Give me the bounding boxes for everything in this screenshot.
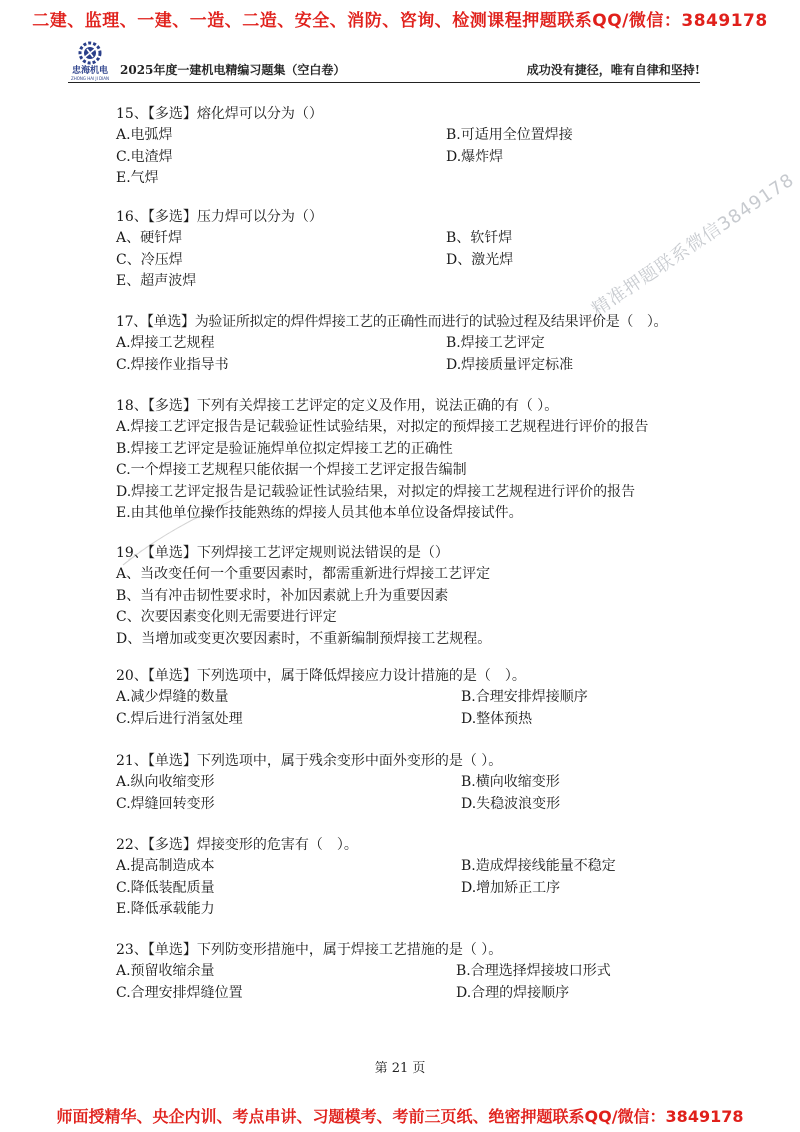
option-b: B.可适用全位置焊接 xyxy=(446,127,573,143)
option-list xyxy=(116,856,696,921)
option-c: C.降低装配质量 xyxy=(116,879,215,896)
option-list xyxy=(116,417,696,525)
question-23 xyxy=(116,940,696,1004)
option-a: A.纵向收缩变形 xyxy=(116,774,215,790)
option-b: B.焊接工艺评定 xyxy=(446,335,545,351)
company-logo xyxy=(68,40,112,82)
option-c: C.焊接作业指导书 xyxy=(116,356,229,373)
page-header xyxy=(68,40,700,83)
option-list xyxy=(116,961,696,1004)
gear-logo-icon xyxy=(73,40,107,66)
question-17 xyxy=(116,312,696,376)
option-a: A.电弧焊 xyxy=(116,127,173,143)
option-list xyxy=(116,687,696,730)
question-title: 22、【多选】焊接变形的危害有（ ）。 xyxy=(116,837,358,853)
option-a: A.焊接工艺评定报告是记载验证性试验结果，对拟定的预焊接工艺规程进行评价的报告 xyxy=(116,419,649,435)
logo-subtext: ZHONG HAI JI DIAN xyxy=(70,76,110,81)
option-a: A.提高制造成本 xyxy=(116,858,215,874)
option-a: A.预留收缩余量 xyxy=(116,963,215,979)
option-d: D.整体预热 xyxy=(461,710,533,727)
question-title: 18、【多选】下列有关焊接工艺评定的定义及作用，说法正确的有（ ）。 xyxy=(116,398,559,414)
question-title: 17、【单选】为验证所拟定的焊件焊接工艺的正确性而进行的试验过程及结果评价是（ ）。 xyxy=(116,314,668,330)
question-title: 21、【单选】下列选项中，属于残余变形中面外变形的是（ ）。 xyxy=(116,753,503,769)
option-a: A.焊接工艺规程 xyxy=(116,335,215,351)
option-list xyxy=(116,125,696,190)
question-title: 15、【多选】熔化焊可以分为（） xyxy=(116,106,323,122)
option-b: B、当有冲击韧性要求时，补加因素就上升为重要因素 xyxy=(116,587,449,604)
option-b: B.横向收缩变形 xyxy=(461,774,560,790)
option-a: A.减少焊缝的数量 xyxy=(116,689,229,705)
option-b: B.造成焊接线能量不稳定 xyxy=(461,858,616,874)
option-list xyxy=(116,228,696,293)
header-motto: 成功没有捷径，唯有自律和坚持! xyxy=(526,63,700,77)
option-c: C.焊后进行消氢处理 xyxy=(116,710,243,727)
option-b: B.合理安排焊接顺序 xyxy=(461,689,588,705)
option-a: A、硬钎焊 xyxy=(116,230,183,246)
option-d: D.焊接质量评定标准 xyxy=(446,356,574,373)
option-c: C、次要因素变化则无需要进行评定 xyxy=(116,609,337,625)
question-15 xyxy=(116,104,696,190)
question-title: 19、【单选】下列焊接工艺评定规则说法错误的是（） xyxy=(116,545,449,561)
option-c: C.焊缝回转变形 xyxy=(116,795,215,812)
option-e: E、超声波焊 xyxy=(116,273,197,289)
option-b: B.合理选择焊接坡口形式 xyxy=(456,963,611,979)
option-d: D.焊接工艺评定报告是记载验证性试验结果，对拟定的焊接工艺规程进行评价的报告 xyxy=(116,483,636,500)
logo-text: 忠海机电 xyxy=(71,66,108,76)
option-a: A、当改变任何一个重要因素时，都需重新进行焊接工艺评定 xyxy=(116,566,491,582)
page-number: 第 21 页 xyxy=(374,1061,426,1076)
option-c: C.一个焊接工艺规程只能依据一个焊接工艺评定报告编制 xyxy=(116,462,467,478)
option-d: D、当增加或变更次要因素时，不重新编制预焊接工艺规程。 xyxy=(116,630,492,647)
option-list xyxy=(116,772,696,815)
document-title: 2025年度一建机电精编习题集（空白卷） xyxy=(120,63,346,77)
option-c: C.电渣焊 xyxy=(116,148,173,165)
option-d: D.增加矫正工序 xyxy=(461,879,561,896)
top-promo-banner: 二建、监理、一建、一造、二造、安全、消防、咨询、检测课程押题联系QQ/微信：3849178 xyxy=(32,11,768,31)
question-title: 20、【单选】下列选项中，属于降低焊接应力设计措施的是（ ）。 xyxy=(116,668,526,684)
option-d: D.合理的焊接顺序 xyxy=(456,984,570,1001)
option-e: E.由其他单位操作技能熟练的焊接人员其他本单位设备焊接试件。 xyxy=(116,505,523,521)
option-e: E.气焊 xyxy=(116,170,159,186)
option-list xyxy=(116,564,696,650)
bottom-promo-banner: 师面授精华、央企内训、考点串讲、习题模考、考前三页纸、绝密押题联系QQ/微信：3849178 xyxy=(56,1107,744,1126)
option-c: C.合理安排焊缝位置 xyxy=(116,984,243,1001)
option-list xyxy=(116,333,696,376)
question-20 xyxy=(116,666,696,730)
question-title: 16、【多选】压力焊可以分为（） xyxy=(116,209,323,225)
question-21 xyxy=(116,751,696,815)
option-d: D、激光焊 xyxy=(446,251,514,268)
question-title: 23、【单选】下列防变形措施中，属于焊接工艺措施的是（ ）。 xyxy=(116,942,503,958)
option-c: C、冷压焊 xyxy=(116,251,183,268)
option-b: B.焊接工艺评定是验证施焊单位拟定焊接工艺的正确性 xyxy=(116,440,453,457)
diagonal-watermark: 精准押题联系微信3849178 xyxy=(588,169,799,321)
option-b: B、软钎焊 xyxy=(446,230,513,246)
option-e: E.降低承载能力 xyxy=(116,901,215,917)
question-16 xyxy=(116,207,696,293)
option-d: D.失稳波浪变形 xyxy=(461,795,561,812)
option-d: D.爆炸焊 xyxy=(446,148,504,165)
question-18 xyxy=(116,396,696,525)
question-19 xyxy=(116,543,696,650)
question-22 xyxy=(116,835,696,921)
